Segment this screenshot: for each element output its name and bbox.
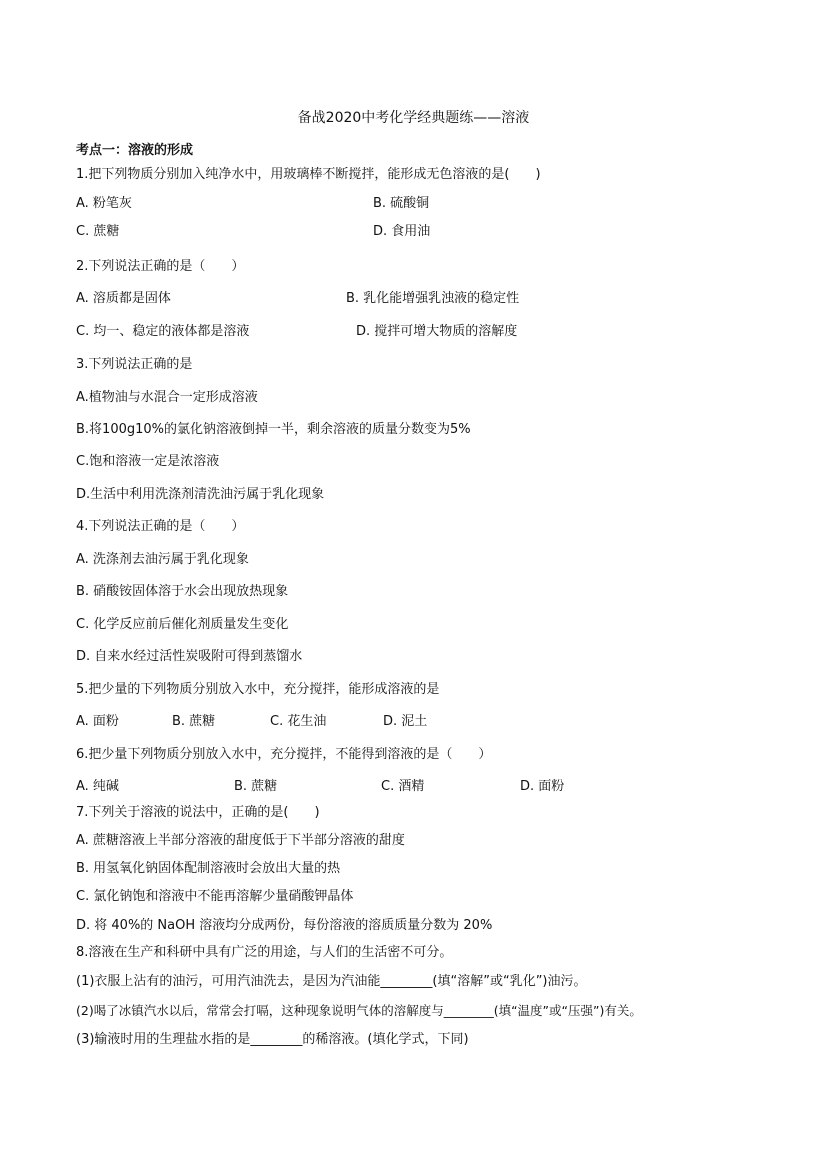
question-4-stem: 4.下列说法正确的是（ ） bbox=[76, 519, 245, 534]
q7-option-d: D. 将 40%的 NaOH 溶液均分成两份，每份溶液的溶质质量分数为 20% bbox=[76, 918, 493, 933]
page-title: 备战2020中考化学经典题练——溶液 bbox=[297, 110, 530, 126]
q1-option-c: C. 蔗糖 bbox=[76, 224, 120, 239]
q4-option-c: C. 化学反应前后催化剂质量发生变化 bbox=[76, 617, 289, 632]
q3-option-c: C.饱和溶液一定是浓溶液 bbox=[76, 454, 220, 469]
q2-option-a: A. 溶质都是固体 bbox=[76, 291, 171, 306]
q7-option-a: A. 蔗糖溶液上半部分溶液的甜度低于下半部分溶液的甜度 bbox=[76, 833, 405, 848]
q4-option-b: B. 硝酸铵固体溶于水会出现放热现象 bbox=[76, 584, 289, 599]
q2-option-d: D. 搅拌可增大物质的溶解度 bbox=[356, 324, 518, 339]
q3-option-b: B.将100g10%的氯化钠溶液倒掉一半，剩余溶液的质量分数变为5% bbox=[76, 422, 471, 437]
question-5-stem: 5.把少量的下列物质分别放入水中，充分搅拌，能形成溶液的是 bbox=[76, 682, 440, 697]
q5-option-d: D. 泥土 bbox=[383, 714, 428, 729]
q3-option-a: A.植物油与水混合一定形成溶液 bbox=[76, 390, 258, 405]
q7-option-b: B. 用氢氧化钠固体配制溶液时会放出大量的热 bbox=[76, 861, 341, 876]
question-3-stem: 3.下列说法正确的是 bbox=[76, 357, 193, 372]
q5-option-c: C. 花生油 bbox=[270, 714, 327, 729]
q2-option-b: B. 乳化能增强乳浊液的稳定性 bbox=[346, 291, 520, 306]
question-7-stem: 7.下列关于溶液的说法中，正确的是( ) bbox=[76, 805, 320, 820]
question-1-stem: 1.把下列物质分别加入纯净水中，用玻璃棒不断搅拌，能形成无色溶液的是( ) bbox=[76, 167, 541, 182]
q6-option-c: C. 酒精 bbox=[381, 779, 425, 794]
q4-option-d: D. 自来水经过活性炭吸附可得到蒸馏水 bbox=[76, 649, 303, 664]
q6-option-b: B. 蔗糖 bbox=[234, 779, 278, 794]
q6-option-a: A. 纯碱 bbox=[76, 779, 119, 794]
q1-option-d: D. 食用油 bbox=[373, 224, 431, 239]
q7-option-c: C. 氯化钠饱和溶液中不能再溶解少量硝酸钾晶体 bbox=[76, 889, 354, 904]
q1-option-b: B. 硫酸铜 bbox=[373, 196, 430, 211]
q8-part-2: (2)喝了冰镇汽水以后，常常会打嗝，这种现象说明气体的溶解度与________(填“温度”或“压强”)有关。 bbox=[76, 1003, 642, 1018]
q2-option-c: C. 均一、稳定的液体都是溶液 bbox=[76, 324, 250, 339]
q6-option-d: D. 面粉 bbox=[520, 779, 565, 794]
q3-option-d: D.生活中利用洗涤剂清洗油污属于乳化现象 bbox=[76, 487, 325, 502]
question-8-stem: 8.溶液在生产和科研中具有广泛的用途，与人们的生活密不可分。 bbox=[76, 945, 453, 960]
q5-option-b: B. 蔗糖 bbox=[172, 714, 216, 729]
q8-part-1: (1)衣服上沾有的油污，可用汽油洗去，是因为汽油能________(填“溶解”或“乳化”)油污。 bbox=[76, 974, 587, 989]
section-heading: 考点一：溶液的形成 bbox=[76, 143, 194, 158]
question-2-stem: 2.下列说法正确的是（ ） bbox=[76, 259, 245, 274]
q5-option-a: A. 面粉 bbox=[76, 714, 119, 729]
q8-part-3: (3)输液时用的生理盐水指的是________的稀溶液。(填化学式，下同) bbox=[76, 1032, 469, 1047]
question-6-stem: 6.把少量下列物质分别放入水中，充分搅拌，不能得到溶液的是（ ） bbox=[76, 747, 492, 762]
q1-option-a: A. 粉笔灰 bbox=[76, 196, 132, 211]
q4-option-a: A. 洗涤剂去油污属于乳化现象 bbox=[76, 552, 249, 567]
